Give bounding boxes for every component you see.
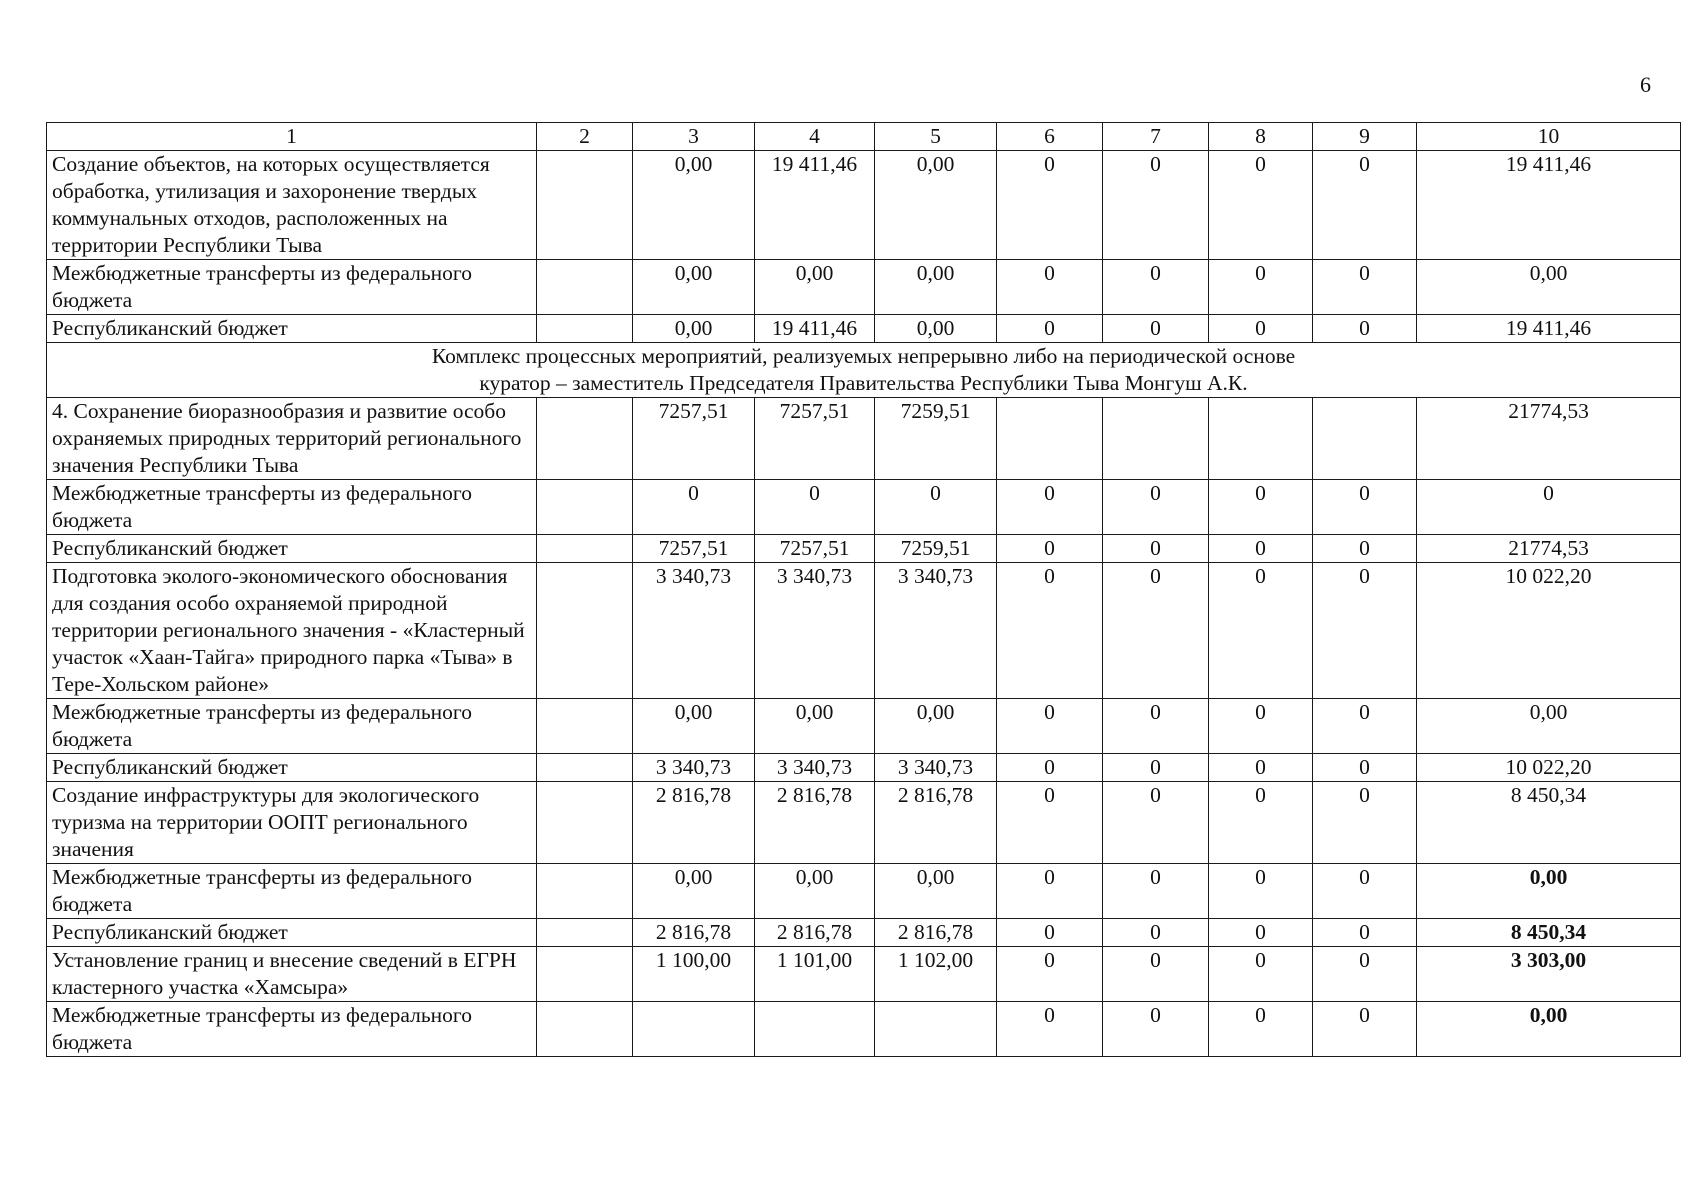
row-label: Межбюджетные трансферты из федерального бюджета bbox=[47, 260, 537, 315]
header-cell: 2 bbox=[537, 123, 633, 151]
cell-col-6: 0 bbox=[997, 947, 1103, 1002]
cell-col-8: 0 bbox=[1209, 315, 1313, 343]
cell-col-2 bbox=[537, 315, 633, 343]
cell-col-4: 0,00 bbox=[755, 864, 875, 919]
cell-col-8: 0 bbox=[1209, 151, 1313, 260]
section-curator-line: куратор – заместитель Председателя Правительства Республики Тыва Монгуш А.К. bbox=[479, 371, 1248, 395]
cell-col-10: 0,00 bbox=[1417, 260, 1681, 315]
cell-col-10: 8 450,34 bbox=[1417, 782, 1681, 864]
cell-col-6: 0 bbox=[997, 563, 1103, 699]
section-header-row bbox=[47, 343, 1681, 398]
cell-col-10: 0,00 bbox=[1417, 1002, 1681, 1057]
row-label: Подготовка эколого-экономического обоснования для создания особо охраняемой природной территории регионального значения - «Кластерный участок «Хаан-Тайга» природного парка «Тыва» в Тере-Хольском районе» bbox=[47, 563, 537, 699]
cell-col-3: 3 340,73 bbox=[633, 563, 755, 699]
cell-col-10: 0,00 bbox=[1417, 864, 1681, 919]
cell-col-5: 3 340,73 bbox=[875, 754, 997, 782]
cell-col-5: 0 bbox=[875, 480, 997, 535]
cell-col-5: 0,00 bbox=[875, 864, 997, 919]
table-row bbox=[47, 398, 1681, 480]
cell-col-10: 3 303,00 bbox=[1417, 947, 1681, 1002]
header-cell: 5 bbox=[875, 123, 997, 151]
cell-col-5: 7259,51 bbox=[875, 535, 997, 563]
cell-col-9: 0 bbox=[1313, 1002, 1417, 1057]
cell-col-8: 0 bbox=[1209, 699, 1313, 754]
cell-col-2 bbox=[537, 563, 633, 699]
cell-col-7: 0 bbox=[1103, 1002, 1209, 1057]
cell-col-3: 2 816,78 bbox=[633, 782, 755, 864]
table-row bbox=[47, 260, 1681, 315]
cell-col-8: 0 bbox=[1209, 480, 1313, 535]
cell-col-3: 7257,51 bbox=[633, 535, 755, 563]
cell-col-7: 0 bbox=[1103, 782, 1209, 864]
cell-col-2 bbox=[537, 754, 633, 782]
cell-col-2 bbox=[537, 535, 633, 563]
cell-col-9: 0 bbox=[1313, 260, 1417, 315]
table-row bbox=[47, 919, 1681, 947]
cell-col-8: 0 bbox=[1209, 260, 1313, 315]
cell-col-6: 0 bbox=[997, 754, 1103, 782]
cell-col-10: 21774,53 bbox=[1417, 398, 1681, 480]
cell-col-6: 0 bbox=[997, 535, 1103, 563]
cell-col-4: 3 340,73 bbox=[755, 563, 875, 699]
header-cell: 8 bbox=[1209, 123, 1313, 151]
cell-col-2 bbox=[537, 699, 633, 754]
cell-col-10: 8 450,34 bbox=[1417, 919, 1681, 947]
header-cell: 1 bbox=[47, 123, 537, 151]
cell-col-5: 1 102,00 bbox=[875, 947, 997, 1002]
cell-col-4: 0,00 bbox=[755, 699, 875, 754]
cell-col-7: 0 bbox=[1103, 315, 1209, 343]
cell-col-6 bbox=[997, 398, 1103, 480]
cell-col-3: 0,00 bbox=[633, 151, 755, 260]
cell-col-9: 0 bbox=[1313, 754, 1417, 782]
cell-col-4: 0 bbox=[755, 480, 875, 535]
cell-col-9: 0 bbox=[1313, 919, 1417, 947]
cell-col-9 bbox=[1313, 398, 1417, 480]
cell-col-4: 19 411,46 bbox=[755, 315, 875, 343]
cell-col-8 bbox=[1209, 398, 1313, 480]
header-cell: 4 bbox=[755, 123, 875, 151]
table-row bbox=[47, 151, 1681, 260]
header-cell: 7 bbox=[1103, 123, 1209, 151]
cell-col-3: 0,00 bbox=[633, 864, 755, 919]
cell-col-10: 10 022,20 bbox=[1417, 563, 1681, 699]
page-number: 6 bbox=[1640, 72, 1651, 97]
cell-col-6: 0 bbox=[997, 864, 1103, 919]
cell-col-7 bbox=[1103, 398, 1209, 480]
cell-col-8: 0 bbox=[1209, 919, 1313, 947]
cell-col-4: 2 816,78 bbox=[755, 919, 875, 947]
cell-col-6: 0 bbox=[997, 699, 1103, 754]
table-body bbox=[47, 123, 1681, 1057]
cell-col-9: 0 bbox=[1313, 563, 1417, 699]
cell-col-7: 0 bbox=[1103, 151, 1209, 260]
cell-col-4: 2 816,78 bbox=[755, 782, 875, 864]
cell-col-7: 0 bbox=[1103, 947, 1209, 1002]
cell-col-7: 0 bbox=[1103, 754, 1209, 782]
cell-col-2 bbox=[537, 947, 633, 1002]
cell-col-7: 0 bbox=[1103, 260, 1209, 315]
cell-col-10: 0,00 bbox=[1417, 699, 1681, 754]
cell-col-10: 0 bbox=[1417, 480, 1681, 535]
cell-col-6: 0 bbox=[997, 782, 1103, 864]
cell-col-4 bbox=[755, 1002, 875, 1057]
cell-col-2 bbox=[537, 782, 633, 864]
table-row bbox=[47, 947, 1681, 1002]
cell-col-3: 0,00 bbox=[633, 260, 755, 315]
row-label: Республиканский бюджет bbox=[47, 754, 537, 782]
cell-col-10: 21774,53 bbox=[1417, 535, 1681, 563]
table-row bbox=[47, 315, 1681, 343]
cell-col-7: 0 bbox=[1103, 535, 1209, 563]
cell-col-7: 0 bbox=[1103, 919, 1209, 947]
cell-col-4: 19 411,46 bbox=[755, 151, 875, 260]
cell-col-9: 0 bbox=[1313, 947, 1417, 1002]
table-row bbox=[47, 864, 1681, 919]
cell-col-5: 0,00 bbox=[875, 151, 997, 260]
cell-col-8: 0 bbox=[1209, 535, 1313, 563]
header-cell: 6 bbox=[997, 123, 1103, 151]
cell-col-9: 0 bbox=[1313, 315, 1417, 343]
row-label: Межбюджетные трансферты из федерального бюджета bbox=[47, 480, 537, 535]
cell-col-6: 0 bbox=[997, 919, 1103, 947]
cell-col-9: 0 bbox=[1313, 151, 1417, 260]
cell-col-2 bbox=[537, 480, 633, 535]
header-row bbox=[47, 123, 1681, 151]
table-row bbox=[47, 535, 1681, 563]
cell-col-4: 1 101,00 bbox=[755, 947, 875, 1002]
cell-col-7: 0 bbox=[1103, 563, 1209, 699]
cell-col-2 bbox=[537, 398, 633, 480]
table-row bbox=[47, 782, 1681, 864]
cell-col-5: 0,00 bbox=[875, 315, 997, 343]
cell-col-2 bbox=[537, 260, 633, 315]
cell-col-6: 0 bbox=[997, 151, 1103, 260]
section-title-line: Комплекс процессных мероприятий, реализуемых непрерывно либо на периодической основе bbox=[431, 344, 1296, 368]
cell-col-5: 0,00 bbox=[875, 260, 997, 315]
cell-col-9: 0 bbox=[1313, 782, 1417, 864]
table-row bbox=[47, 563, 1681, 699]
cell-col-7: 0 bbox=[1103, 864, 1209, 919]
section-title-cell bbox=[47, 343, 1681, 398]
cell-col-2 bbox=[537, 151, 633, 260]
cell-col-8: 0 bbox=[1209, 1002, 1313, 1057]
row-label: Республиканский бюджет bbox=[47, 919, 537, 947]
cell-col-9: 0 bbox=[1313, 864, 1417, 919]
cell-col-3: 0 bbox=[633, 480, 755, 535]
cell-col-3: 0,00 bbox=[633, 315, 755, 343]
cell-col-4: 7257,51 bbox=[755, 535, 875, 563]
cell-col-8: 0 bbox=[1209, 563, 1313, 699]
cell-col-5: 2 816,78 bbox=[875, 919, 997, 947]
cell-col-9: 0 bbox=[1313, 699, 1417, 754]
cell-col-3: 0,00 bbox=[633, 699, 755, 754]
cell-col-8: 0 bbox=[1209, 864, 1313, 919]
cell-col-8: 0 bbox=[1209, 754, 1313, 782]
row-label: 4. Сохранение биоразнообразия и развитие особо охраняемых природных территорий регионального значения Республики Тыва bbox=[47, 398, 537, 480]
cell-col-10: 19 411,46 bbox=[1417, 315, 1681, 343]
cell-col-5: 7259,51 bbox=[875, 398, 997, 480]
row-label: Межбюджетные трансферты из федерального бюджета bbox=[47, 864, 537, 919]
table-row bbox=[47, 480, 1681, 535]
cell-col-6: 0 bbox=[997, 315, 1103, 343]
header-cell: 10 bbox=[1417, 123, 1681, 151]
row-label: Создание инфраструктуры для экологического туризма на территории ООПТ регионального значения bbox=[47, 782, 537, 864]
cell-col-8: 0 bbox=[1209, 782, 1313, 864]
row-label: Создание объектов, на которых осуществляется обработка, утилизация и захоронение твердых коммунальных отходов, расположенных на территории Республики Тыва bbox=[47, 151, 537, 260]
table-row bbox=[47, 754, 1681, 782]
row-label: Республиканский бюджет bbox=[47, 535, 537, 563]
header-cell: 3 bbox=[633, 123, 755, 151]
table-row bbox=[47, 1002, 1681, 1057]
cell-col-9: 0 bbox=[1313, 480, 1417, 535]
cell-col-2 bbox=[537, 1002, 633, 1057]
cell-col-6: 0 bbox=[997, 260, 1103, 315]
cell-col-4: 3 340,73 bbox=[755, 754, 875, 782]
cell-col-6: 0 bbox=[997, 480, 1103, 535]
cell-col-2 bbox=[537, 919, 633, 947]
cell-col-7: 0 bbox=[1103, 480, 1209, 535]
cell-col-3: 1 100,00 bbox=[633, 947, 755, 1002]
header-cell: 9 bbox=[1313, 123, 1417, 151]
cell-col-5 bbox=[875, 1002, 997, 1057]
row-label: Межбюджетные трансферты из федерального бюджета bbox=[47, 699, 537, 754]
cell-col-5: 3 340,73 bbox=[875, 563, 997, 699]
cell-col-10: 10 022,20 bbox=[1417, 754, 1681, 782]
row-label: Установление границ и внесение сведений в ЕГРН кластерного участка «Хамсыра» bbox=[47, 947, 537, 1002]
budget-table bbox=[46, 122, 1681, 1057]
cell-col-9: 0 bbox=[1313, 535, 1417, 563]
cell-col-5: 0,00 bbox=[875, 699, 997, 754]
cell-col-8: 0 bbox=[1209, 947, 1313, 1002]
cell-col-4: 7257,51 bbox=[755, 398, 875, 480]
row-label: Республиканский бюджет bbox=[47, 315, 537, 343]
table-row bbox=[47, 699, 1681, 754]
cell-col-6: 0 bbox=[997, 1002, 1103, 1057]
cell-col-5: 2 816,78 bbox=[875, 782, 997, 864]
cell-col-3: 3 340,73 bbox=[633, 754, 755, 782]
cell-col-4: 0,00 bbox=[755, 260, 875, 315]
cell-col-7: 0 bbox=[1103, 699, 1209, 754]
cell-col-2 bbox=[537, 864, 633, 919]
cell-col-3: 2 816,78 bbox=[633, 919, 755, 947]
cell-col-3 bbox=[633, 1002, 755, 1057]
cell-col-3: 7257,51 bbox=[633, 398, 755, 480]
row-label: Межбюджетные трансферты из федерального бюджета bbox=[47, 1002, 537, 1057]
cell-col-10: 19 411,46 bbox=[1417, 151, 1681, 260]
